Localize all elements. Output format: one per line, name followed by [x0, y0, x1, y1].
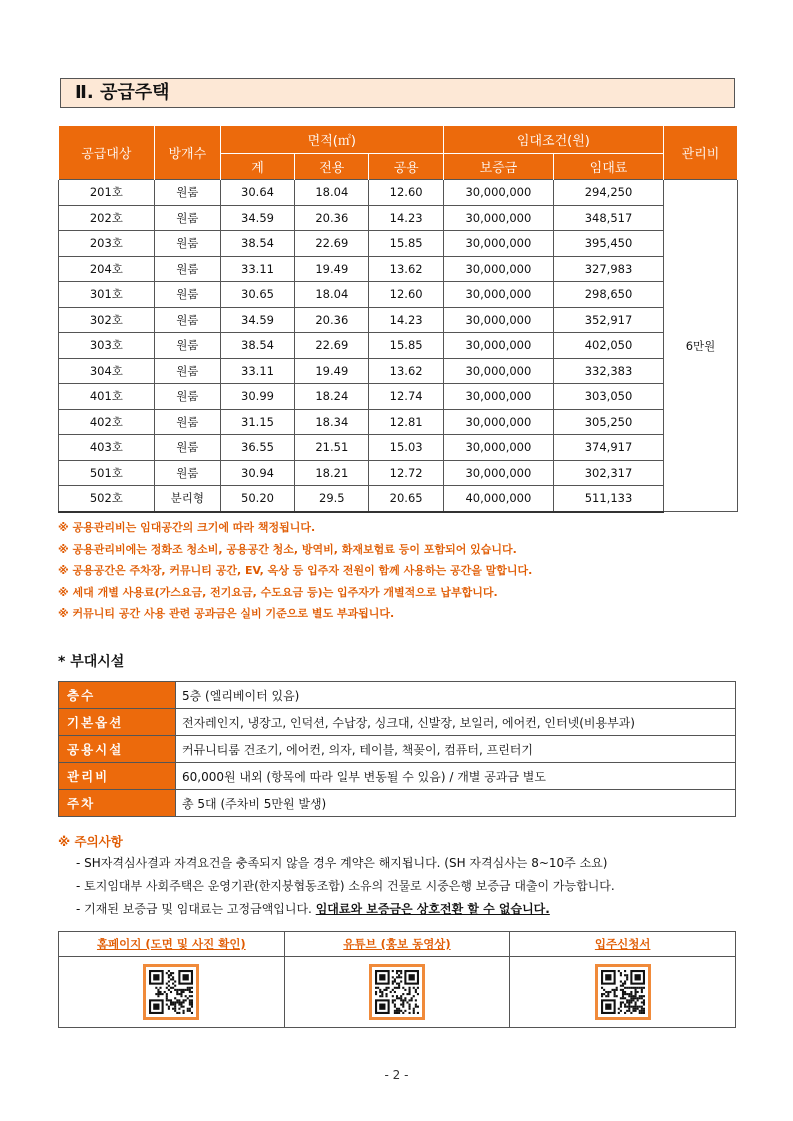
cell-rent: 348,517	[554, 205, 664, 231]
homepage-link[interactable]: 홈페이지 (도면 및 사진 확인)	[59, 932, 285, 957]
cell-rent: 395,450	[554, 231, 664, 257]
cell-unit: 402호	[59, 409, 155, 435]
header-rent: 임대료	[554, 154, 664, 180]
table-row	[59, 409, 738, 435]
facility-label: 층수	[59, 682, 176, 709]
facility-label: 주차	[59, 790, 176, 817]
header-rooms: 방개수	[154, 126, 220, 180]
header-area-exclusive: 전용	[295, 154, 369, 180]
cell-rent: 332,383	[554, 358, 664, 384]
cell-excl: 20.36	[295, 307, 369, 333]
cell-type: 원룸	[154, 180, 220, 206]
notes	[58, 517, 532, 625]
cell-unit: 401호	[59, 384, 155, 410]
cell-total: 30.65	[220, 282, 294, 308]
table-row	[59, 358, 738, 384]
header-area-common: 공용	[369, 154, 443, 180]
cell-common: 15.03	[369, 435, 443, 461]
facility-label: 공용시설	[59, 736, 176, 763]
table-row	[59, 460, 738, 486]
cell-excl: 18.04	[295, 282, 369, 308]
caution-item-last	[76, 898, 615, 921]
cell-rent: 374,917	[554, 435, 664, 461]
cell-unit: 204호	[59, 256, 155, 282]
cell-rent: 352,917	[554, 307, 664, 333]
cell-type: 원룸	[154, 205, 220, 231]
cell-type: 원룸	[154, 358, 220, 384]
caution-item: - SH자격심사결과 자격요건을 충족되지 않을 경우 계약은 해지됩니다. (SH 자격심사는 8~10주 소요)	[76, 856, 608, 870]
facility-value: 총 5대 (주차비 5만원 발생)	[176, 790, 736, 817]
cell-type: 원룸	[154, 307, 220, 333]
table-row	[59, 486, 738, 512]
cell-excl: 18.24	[295, 384, 369, 410]
cell-excl: 22.69	[295, 333, 369, 359]
cell-excl: 21.51	[295, 435, 369, 461]
cell-deposit: 30,000,000	[443, 384, 553, 410]
table-row	[59, 763, 736, 790]
youtube-link[interactable]: 유튜브 (홍보 동영상)	[284, 932, 510, 957]
table-row	[59, 333, 738, 359]
table-row	[59, 435, 738, 461]
cell-excl: 22.69	[295, 231, 369, 257]
cell-deposit: 30,000,000	[443, 282, 553, 308]
cell-common: 13.62	[369, 358, 443, 384]
cell-total: 31.15	[220, 409, 294, 435]
cell-total: 36.55	[220, 435, 294, 461]
cell-excl: 19.49	[295, 256, 369, 282]
facility-value: 전자레인지, 냉장고, 인덕션, 수납장, 싱크대, 신발장, 보일러, 에어컨, 인터넷(비용부과)	[176, 709, 736, 736]
cell-common: 13.62	[369, 256, 443, 282]
section-title: Ⅱ. 공급주택	[60, 78, 735, 108]
cell-type: 분리형	[154, 486, 220, 512]
note-4: ※ 세대 개별 사용료(가스요금, 전기요금, 수도요금 등)는 입주자가 개별적으로 납부합니다.	[58, 585, 498, 599]
cell-excl: 18.04	[295, 180, 369, 206]
cell-deposit: 30,000,000	[443, 409, 553, 435]
cell-rent: 511,133	[554, 486, 664, 512]
cell-total: 38.54	[220, 231, 294, 257]
cell-total: 30.94	[220, 460, 294, 486]
cell-total: 38.54	[220, 333, 294, 359]
cell-unit: 502호	[59, 486, 155, 512]
cell-total: 33.11	[220, 256, 294, 282]
cell-common: 12.81	[369, 409, 443, 435]
cell-common: 14.23	[369, 205, 443, 231]
page-number: - 2 -	[384, 1068, 409, 1082]
cell-common: 14.23	[369, 307, 443, 333]
cell-type: 원룸	[154, 231, 220, 257]
cell-rent: 303,050	[554, 384, 664, 410]
cell-common: 12.72	[369, 460, 443, 486]
cell-common: 12.60	[369, 282, 443, 308]
cell-type: 원룸	[154, 435, 220, 461]
cell-deposit: 30,000,000	[443, 435, 553, 461]
cell-excl: 18.34	[295, 409, 369, 435]
cell-unit: 303호	[59, 333, 155, 359]
facility-value: 5층 (엘리베이터 있음)	[176, 682, 736, 709]
qr-code-icon[interactable]	[595, 964, 651, 1020]
cell-excl: 20.36	[295, 205, 369, 231]
table-row	[59, 231, 738, 257]
caution-emphasis: 임대료와 보증금은 상호전환 할 수 없습니다.	[315, 902, 550, 916]
facilities-table	[58, 681, 736, 817]
cell-deposit: 40,000,000	[443, 486, 553, 512]
table-row	[59, 282, 738, 308]
cell-common: 15.85	[369, 333, 443, 359]
cell-total: 34.59	[220, 307, 294, 333]
table-row	[59, 790, 736, 817]
cell-deposit: 30,000,000	[443, 180, 553, 206]
cell-deposit: 30,000,000	[443, 231, 553, 257]
cell-rent: 294,250	[554, 180, 664, 206]
cell-unit: 302호	[59, 307, 155, 333]
cell-deposit: 30,000,000	[443, 358, 553, 384]
cell-common: 12.60	[369, 180, 443, 206]
cell-total: 34.59	[220, 205, 294, 231]
cell-excl: 29.5	[295, 486, 369, 512]
header-deposit: 보증금	[443, 154, 553, 180]
table-row	[59, 307, 738, 333]
qr-code-icon[interactable]	[143, 964, 199, 1020]
facility-value: 60,000원 내외 (항목에 따라 일부 변동될 수 있음) / 개별 공과금 별도	[176, 763, 736, 790]
facilities-title: * 부대시설	[58, 654, 125, 670]
cell-deposit: 30,000,000	[443, 333, 553, 359]
cell-type: 원룸	[154, 384, 220, 410]
cell-deposit: 30,000,000	[443, 256, 553, 282]
caution-title: ※ 주의사항	[58, 834, 123, 849]
table-row	[59, 736, 736, 763]
supply-table	[58, 125, 738, 513]
table-row	[59, 709, 736, 736]
cell-unit: 304호	[59, 358, 155, 384]
table-row	[59, 205, 738, 231]
cell-deposit: 30,000,000	[443, 205, 553, 231]
cell-type: 원룸	[154, 460, 220, 486]
table-row	[59, 384, 738, 410]
facility-label: 기본옵션	[59, 709, 176, 736]
cell-deposit: 30,000,000	[443, 460, 553, 486]
table-row	[59, 682, 736, 709]
caution-item: - 토지임대부 사회주택은 운영기관(한지붕협동조합) 소유의 건물로 시중은행 보증금 대출이 가능합니다.	[76, 879, 615, 893]
cell-rent: 402,050	[554, 333, 664, 359]
header-rent-group: 임대조건(원)	[443, 126, 663, 154]
cell-unit: 301호	[59, 282, 155, 308]
qr-code-icon[interactable]	[369, 964, 425, 1020]
header-area-total: 계	[220, 154, 294, 180]
cell-type: 원룸	[154, 256, 220, 282]
cell-rent: 327,983	[554, 256, 664, 282]
cell-type: 원룸	[154, 409, 220, 435]
header-target: 공급대상	[59, 126, 155, 180]
cell-excl: 19.49	[295, 358, 369, 384]
cell-rent: 298,650	[554, 282, 664, 308]
note-5: ※ 커뮤니티 공간 사용 관련 공과금은 실비 기준으로 별도 부과됩니다.	[58, 607, 395, 620]
cell-unit: 501호	[59, 460, 155, 486]
application-link[interactable]: 입주신청서	[510, 932, 736, 957]
facility-label: 관리비	[59, 763, 176, 790]
cell-total: 30.99	[220, 384, 294, 410]
facility-value: 커뮤니티룸 건조기, 에어컨, 의자, 테이블, 책꽂이, 컴퓨터, 프린터기	[176, 736, 736, 763]
caution-last-prefix: - 기재된 보증금 및 임대료는 고정금액입니다.	[76, 902, 316, 916]
cell-type: 원룸	[154, 282, 220, 308]
cell-total: 50.20	[220, 486, 294, 512]
header-area-group: 면적(㎡)	[220, 126, 443, 154]
note-2: ※ 공용관리비에는 정화조 청소비, 공용공간 청소, 방역비, 화재보험료 등이 포함되어 있습니다.	[58, 542, 517, 556]
cell-unit: 203호	[59, 231, 155, 257]
cell-excl: 18.21	[295, 460, 369, 486]
cell-unit: 201호	[59, 180, 155, 206]
cell-total: 33.11	[220, 358, 294, 384]
cell-rent: 305,250	[554, 409, 664, 435]
cell-unit: 403호	[59, 435, 155, 461]
cell-common: 12.74	[369, 384, 443, 410]
table-row	[59, 180, 738, 206]
links-table	[58, 931, 736, 1028]
header-mgmt: 관리비	[663, 126, 737, 180]
cell-deposit: 30,000,000	[443, 307, 553, 333]
cell-total: 30.64	[220, 180, 294, 206]
note-1: ※ 공용관리비는 임대공간의 크기에 따라 책정됩니다.	[58, 521, 316, 534]
cell-rent: 302,317	[554, 460, 664, 486]
note-3: ※ 공용공간은 주차장, 커뮤니티 공간, EV, 옥상 등 입주자 전원이 함께 사용하는 공간을 말합니다.	[58, 564, 533, 577]
caution-list	[76, 852, 615, 921]
cell-common: 20.65	[369, 486, 443, 512]
cell-unit: 202호	[59, 205, 155, 231]
mgmt-fee-cell: 6만원	[663, 180, 737, 512]
table-row	[59, 256, 738, 282]
cell-type: 원룸	[154, 333, 220, 359]
cell-common: 15.85	[369, 231, 443, 257]
